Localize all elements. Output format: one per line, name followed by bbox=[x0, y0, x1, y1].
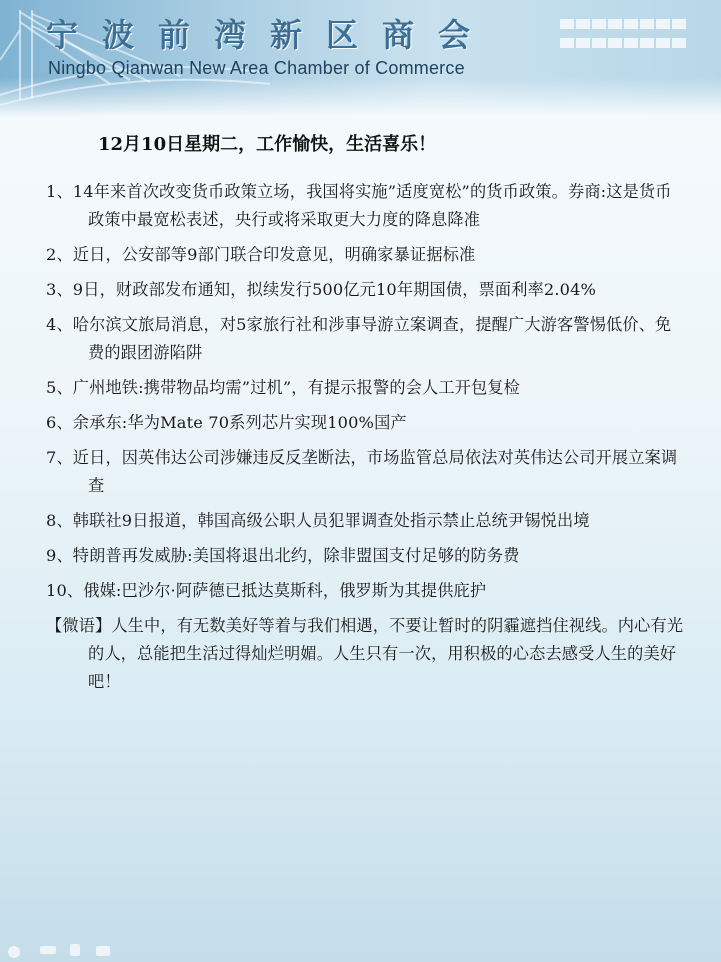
news-item-7: 7、近日，因英伟达公司涉嫌违反反垄断法，市场监管总局依法对英伟达公司开展立案调查 bbox=[46, 448, 678, 495]
news-item-6: 6、余承东:华为Mate 70系列芯片实现100%国产 bbox=[46, 413, 407, 432]
news-item-10: 10、俄媒:巴沙尔·阿萨德已抵达莫斯科，俄罗斯为其提供庇护 bbox=[46, 581, 487, 600]
news-item-8: 8、韩联社9日报道，韩国高级公职人员犯罪调查处指示禁止总统尹锡悦出境 bbox=[46, 511, 590, 530]
page-headline: 12月10日星期二，工作愉快，生活喜乐！ bbox=[98, 134, 437, 155]
news-item-4: 4、哈尔滨文旅局消息，对5家旅行社和涉事导游立案调查，提醒广大游客警惕低价、免费的跟团游陷阱 bbox=[46, 315, 672, 362]
news-item-5: 5、广州地铁:携带物品均需”过机”，有提示报警的会人工开包复检 bbox=[46, 378, 521, 397]
news-item-9: 9、特朗普再发威胁:美国将退出北约，除非盟国支付足够的防务费 bbox=[46, 546, 520, 565]
daily-quote: 【微语】人生中，有无数美好等着与我们相遇，不要让暂时的阴霾遮挡住视线。内心有光的人，总能把生活过得灿烂明媚。人生只有一次，用积极的心态去感受人生的美好吧！ bbox=[46, 616, 684, 691]
footer-decoration bbox=[0, 932, 721, 962]
header-banner bbox=[0, 0, 721, 118]
chamber-name-chinese: 宁波前湾新区商会 bbox=[46, 16, 495, 54]
news-item-3: 3、9日，财政部发布通知，拟续发行500亿元10年期国债，票面利率2.04% bbox=[46, 280, 597, 299]
news-item-2: 2、近日，公安部等9部门联合印发意见，明确家暴证据标准 bbox=[46, 245, 476, 264]
news-item-1: 1、14年来首次改变货币政策立场，我国将实施”适度宽松”的货币政策。券商:这是货币政策中最宽松表述，央行或将采取更大力度的降息降准 bbox=[46, 182, 672, 229]
decorative-squares bbox=[560, 18, 688, 56]
news-list bbox=[46, 178, 686, 703]
chamber-name-english: Ningbo Qianwan New Area Chamber of Commerce bbox=[48, 58, 465, 78]
